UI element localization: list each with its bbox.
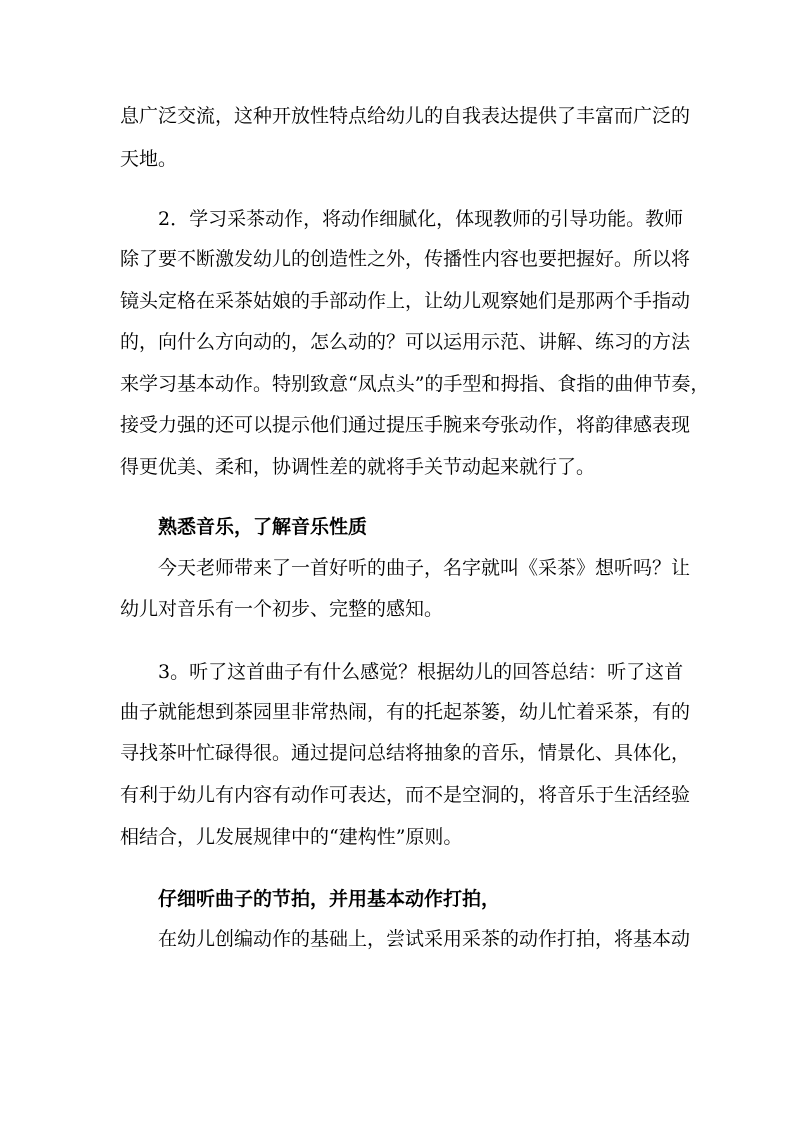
paragraph-3-line-2: 幼儿对音乐有一个初步、完整的感知。 — [120, 598, 444, 620]
paragraph-2-line-6: 接受力强的还可以提示他们通过提压手腕来夸张动作，将韵律感表现 — [120, 414, 691, 436]
paragraph-4-line-4: 有利于幼儿有内容有动作可表达，而不是空洞的，将音乐于生活经验 — [120, 784, 691, 806]
paragraph-3-line-1: 今天老师带来了一首好听的曲子，名字就叫《采茶》想听吗？让 — [158, 557, 691, 579]
paragraph-2-line-5: 来学习基本动作。特别致意“凤点头”的手型和拇指、食指的曲伸节奏， — [120, 373, 710, 395]
paragraph-4-line-2: 曲子就能想到茶园里非常热闹，有的托起茶篓，幼儿忙着采茶，有的 — [120, 701, 691, 723]
section-heading-rhythm: 仔细听曲子的节拍，并用基本动作打拍， — [158, 888, 501, 910]
paragraph-2-line-2: 除了要不断激发幼儿的创造性之外，传播性内容也要把握好。所以将 — [120, 248, 691, 270]
paragraph-4-line-5: 相结合，儿发展规律中的“建构性”原则。 — [120, 826, 463, 848]
paragraph-1-line-2: 天地。 — [120, 148, 178, 170]
section-heading-music: 熟悉音乐，了解音乐性质 — [158, 516, 368, 538]
paragraph-1-line-1: 息广泛交流，这种开放性特点给幼儿的自我表达提供了丰富而广泛的 — [120, 105, 691, 127]
paragraph-2-line-7: 得更优美、柔和，协调性差的就将手关节动起来就行了。 — [120, 456, 596, 478]
paragraph-4-line-3: 寻找茶叶忙碌得很。通过提问总结将抽象的音乐，情景化、具体化， — [120, 742, 691, 764]
paragraph-2-line-4: 的，向什么方向动的，怎么动的？可以运用示范、讲解、练习的方法 — [120, 331, 691, 353]
paragraph-4-line-1: 3。听了这首曲子有什么感觉？根据幼儿的回答总结：听了这首 — [158, 661, 684, 683]
paragraph-2-line-3: 镜头定格在采茶姑娘的手部动作上，让幼儿观察她们是那两个手指动 — [120, 290, 691, 312]
paragraph-5-line-1: 在幼儿创编动作的基础上，尝试采用采茶的动作打拍，将基本动 — [158, 928, 691, 950]
paragraph-2-line-1: 2．学习采茶动作，将动作细腻化，体现教师的引导功能。教师 — [158, 208, 684, 230]
